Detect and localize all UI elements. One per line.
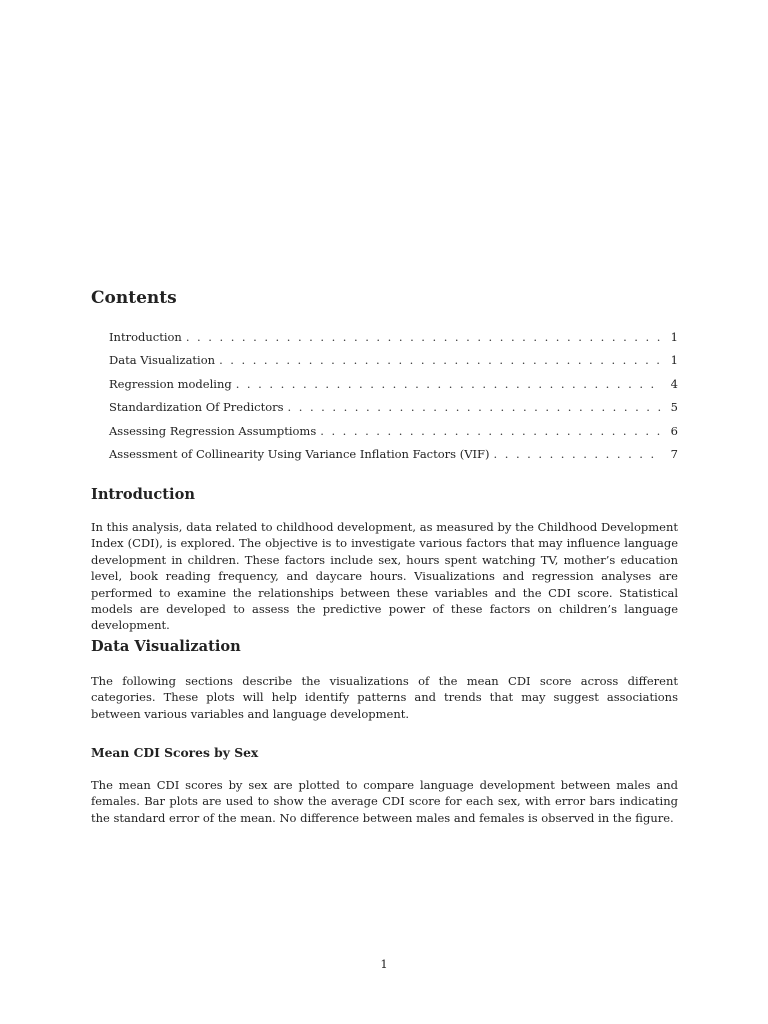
- introduction-paragraph: In this analysis, data related to childhood development, as measured by the Childhood Development Index (CDI), is explored. The objective is to investigate various factors that may influence language development in children. These factors include sex, hours spent watching TV, mother’s education level, book reading frequency, and daycare hours. Visualizations and regression analyses are performed to examine the relationships between these variables and the CDI score. Statistical models are developed to assess the predictive power of these factors on children’s language development.: [91, 520, 678, 633]
- toc-dot-leader: [320, 422, 662, 440]
- toc-dot-leader: [219, 351, 662, 369]
- toc-dot-leader: [288, 398, 662, 416]
- toc-entry-page: 5: [670, 400, 678, 415]
- toc-entry-title: Regression modeling: [109, 376, 232, 391]
- mean-cdi-by-sex-paragraph: The mean CDI scores by sex are plotted to compare language development between males and females. Bar plots are used to show the average CDI score for each sex, with error bars indicating the standard error of the mean. No difference between males and females is observed in the figure.: [91, 778, 678, 825]
- toc-entry-page: 4: [670, 376, 678, 391]
- contents-heading: Contents: [91, 288, 177, 308]
- toc-entry-title: Introduction: [109, 330, 182, 344]
- toc-entry-title: Assessing Regression Assumptioms: [109, 423, 317, 438]
- toc-entry-regression-modeling[interactable]: [109, 375, 678, 398]
- toc-entry-page: 7: [670, 446, 678, 461]
- toc-entry-introduction[interactable]: [109, 328, 678, 351]
- table-of-contents: [109, 328, 678, 468]
- toc-entry-title: Data Visualization: [109, 353, 216, 368]
- toc-entry-page: 6: [670, 423, 678, 438]
- toc-entry-page: 1: [670, 330, 678, 344]
- toc-dot-leader: [494, 445, 662, 463]
- toc-entry-standardization[interactable]: [109, 398, 678, 421]
- toc-dot-leader: [186, 328, 662, 346]
- toc-dot-leader: [236, 375, 662, 393]
- mean-cdi-by-sex-heading: Mean CDI Scores by Sex: [91, 745, 259, 760]
- toc-entry-page: 1: [670, 353, 678, 368]
- toc-entry-data-visualization[interactable]: [109, 351, 678, 374]
- data-visualization-paragraph: The following sections describe the visualizations of the mean CDI score across different categories. These plots will help identify patterns and trends that may suggest associations between various variables and language development.: [91, 674, 678, 721]
- toc-entry-regression-assumptions[interactable]: [109, 422, 678, 445]
- introduction-heading: Introduction: [91, 486, 195, 503]
- toc-entry-title: Standardization Of Predictors: [109, 400, 284, 415]
- toc-entry-collinearity[interactable]: [109, 445, 678, 468]
- data-visualization-heading: Data Visualization: [91, 638, 241, 655]
- page-number: 1: [380, 957, 388, 971]
- toc-entry-title: Assessment of Collinearity Using Variance Inflation Factors (VIF): [109, 446, 490, 461]
